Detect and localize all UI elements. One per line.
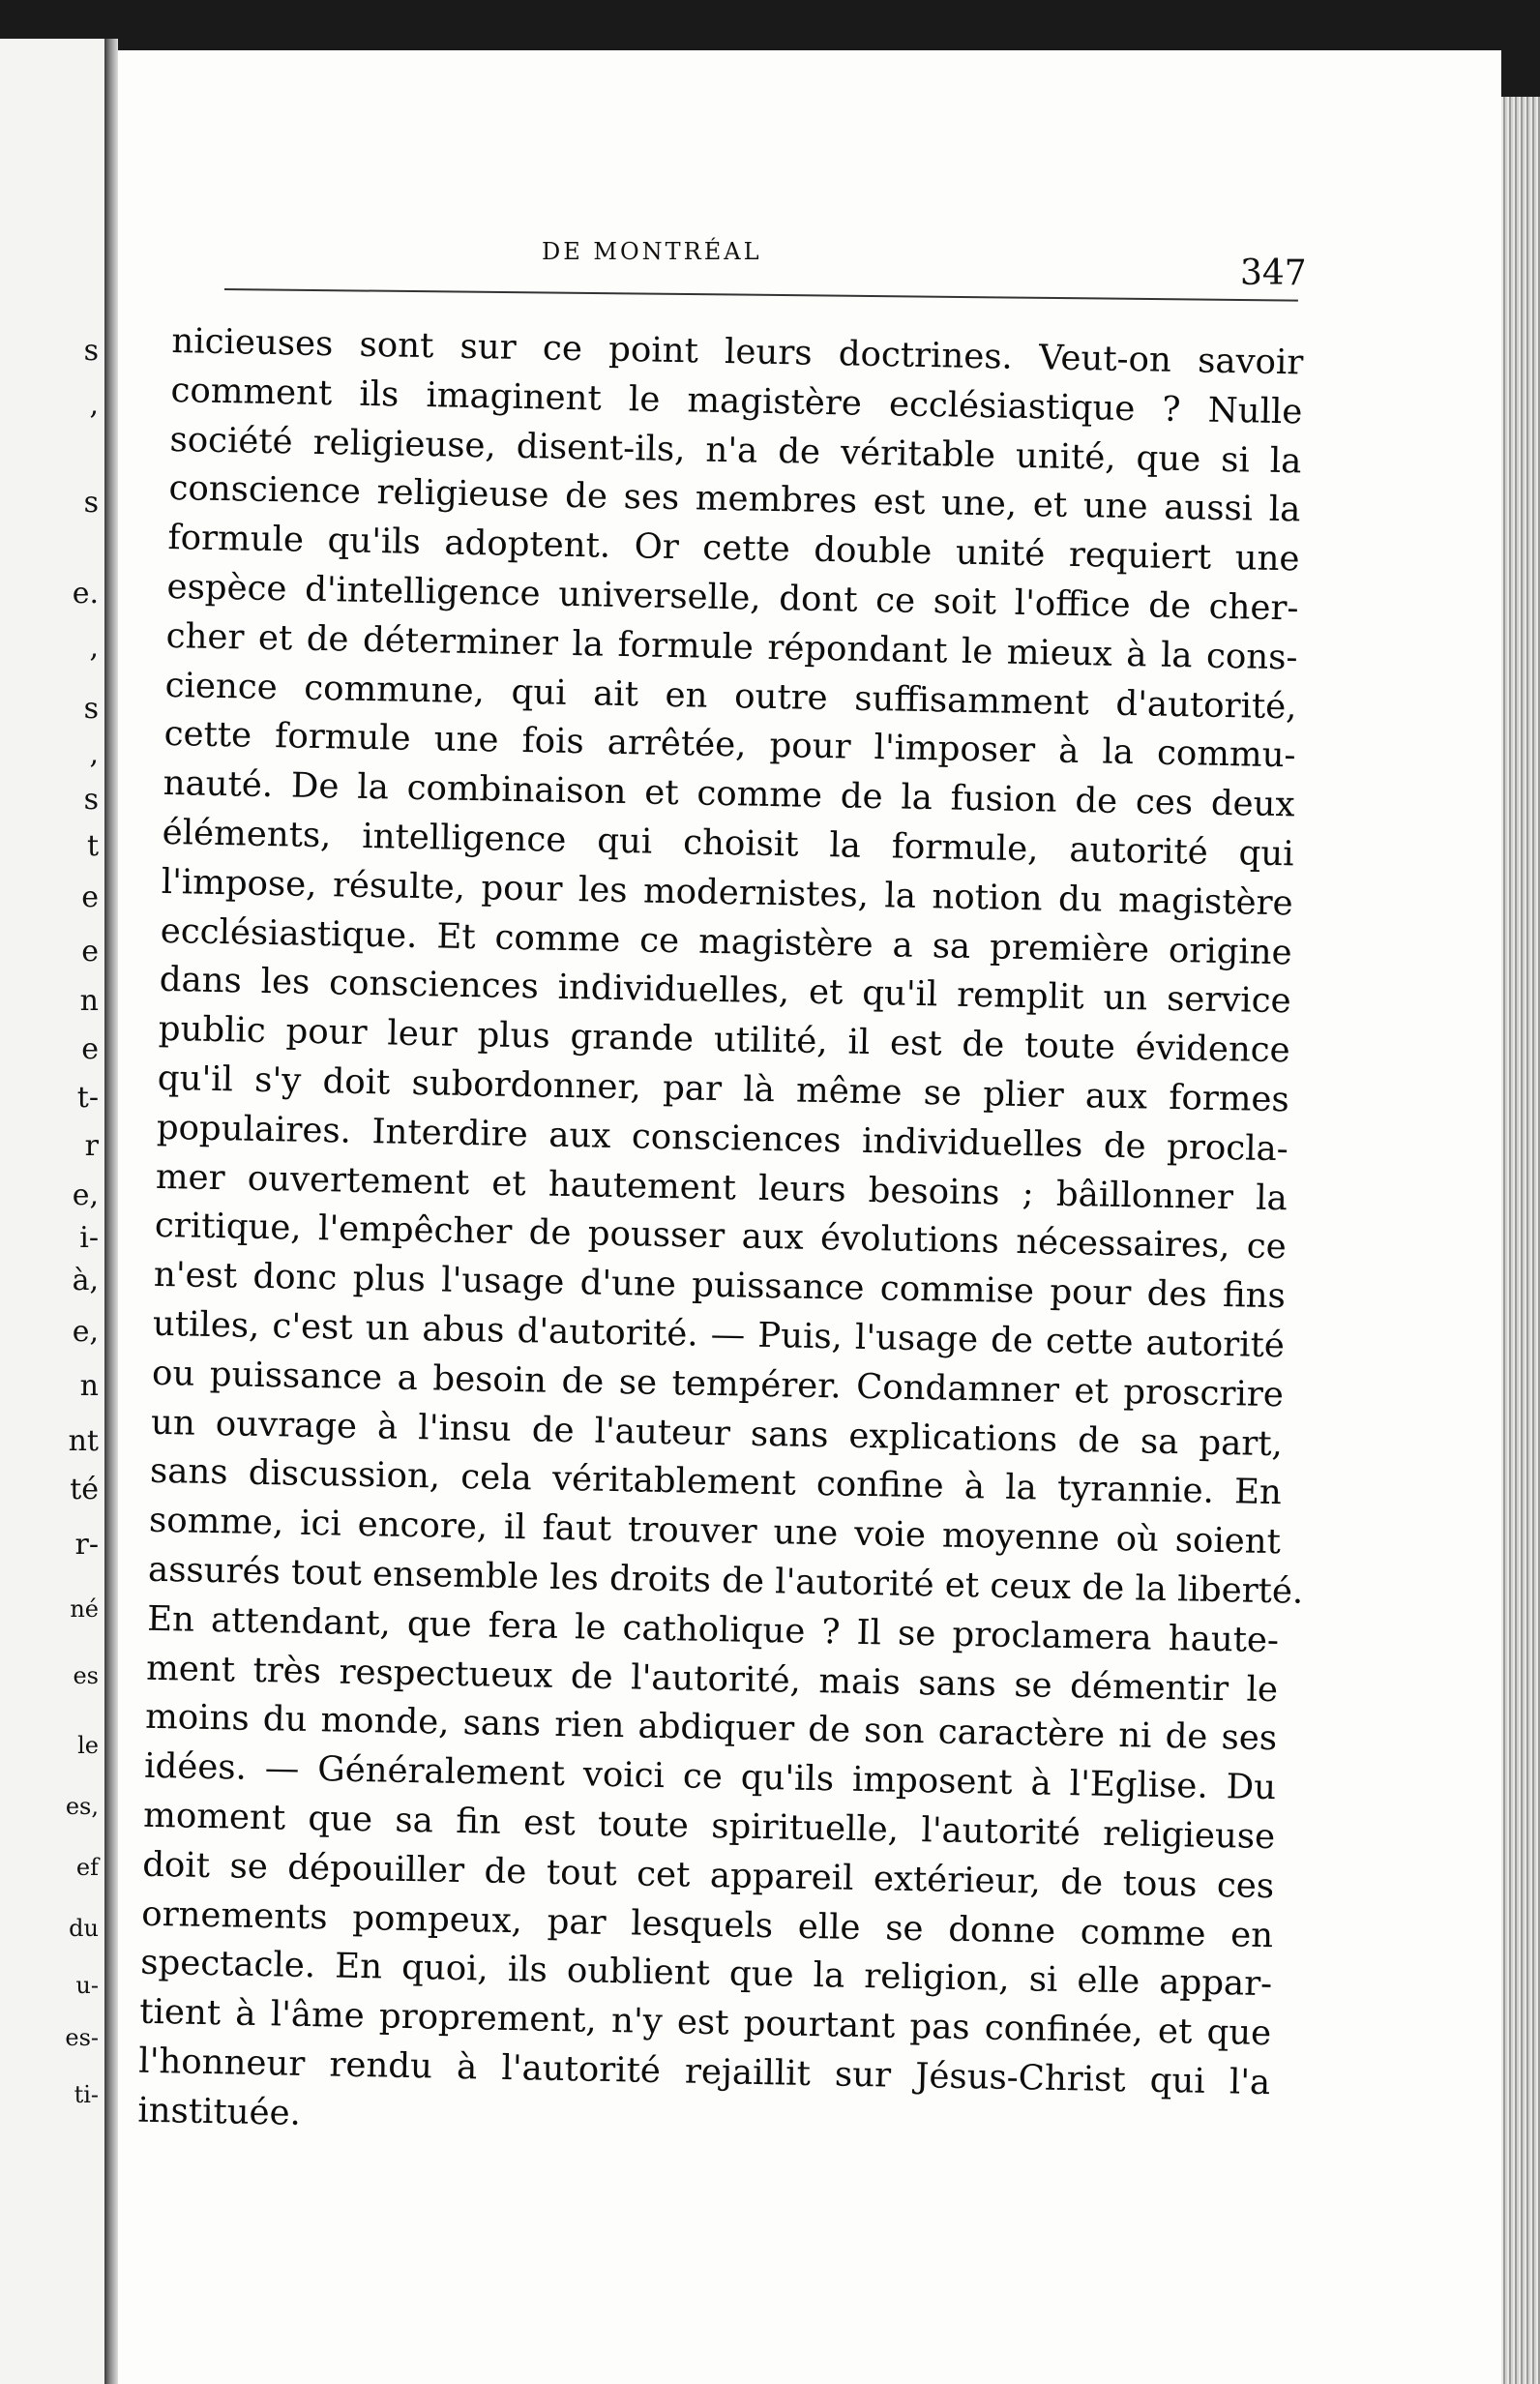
text-line: nauté. De la combinaison et comme de la fusion de ces deux [163, 763, 1295, 825]
facing-page-fragment: , [89, 737, 99, 772]
text-line: l'honneur rendu à l'autorité rejaillit sur Jésus-Christ qui l'a [138, 2041, 1271, 2103]
text-line: doit se dépouiller de tout cet appareil extérieur, de tous ces [141, 1844, 1275, 1906]
text-line: ecclésiastique. Et comme ce magistère a sa première origine [160, 910, 1293, 972]
facing-page-text-fragments [0, 39, 104, 2384]
facing-page-fragment: s [83, 485, 99, 520]
text-line: assurés tout ensemble les droits de l'autorité et ceux de la liberté. [147, 1549, 1304, 1612]
text-line: formule qu'ils adoptent. Or cette double unité requiert une [167, 518, 1300, 580]
text-line: qu'il s'y doit subordonner, par là même se plier aux formes [157, 1058, 1290, 1120]
facing-page-fragment: e. [72, 576, 99, 611]
text-line: ornements pompeux, par lesquels elle se donne comme en [140, 1893, 1274, 1955]
page-stack-edge [1501, 97, 1540, 2384]
facing-page-fragment: nt [68, 1423, 99, 1458]
running-head: DE MONTRÉAL [542, 238, 762, 265]
facing-page-fragment: s [83, 333, 99, 368]
facing-page-fragment: le [77, 1732, 99, 1760]
facing-page-fragment: n [79, 983, 99, 1018]
text-line: critique, l'empêcher de pousser aux évolutions nécessaires, ce [154, 1206, 1288, 1267]
facing-page-fragment: es [73, 1661, 99, 1689]
facing-page-fragment: es, [65, 1792, 99, 1820]
text-line: dans les consciences individuelles, et qu'il remplit un service [159, 960, 1292, 1022]
text-line: l'impose, résulte, pour les modernistes, la notion du magistère [161, 861, 1293, 924]
text-line: mer ouvertement et hautement leurs besoins ; bâillonner la [155, 1156, 1288, 1218]
facing-page-fragment: à, [72, 1263, 99, 1297]
facing-page-fragment: e [81, 1031, 99, 1066]
text-line: ment très respectueux de l'autorité, mais sans se démentir le [145, 1648, 1279, 1710]
text-line: société religieuse, disent-ils, n'a de véritable unité, que si la [169, 419, 1302, 482]
facing-page-fragment: , [89, 388, 99, 423]
facing-page-fragment: t- [76, 1081, 99, 1116]
text-line: instituée. [137, 2090, 302, 2133]
facing-page-fragment: e, [72, 1177, 99, 1212]
text-line: moins du monde, sans rien abdiquer de son caractère ni de ses [144, 1697, 1278, 1759]
text-line: éléments, intelligence qui choisit la formule, autorité qui [162, 812, 1294, 875]
facing-page-fragment: ti- [74, 2081, 99, 2109]
page-number: 347 [1240, 253, 1307, 293]
facing-page-fragment: s [83, 692, 99, 727]
text-line: n'est donc plus l'usage d'une puissance commise pour des fins [153, 1254, 1287, 1317]
facing-page-fragment: i- [79, 1220, 99, 1255]
text-line: spectacle. En quoi, ils oublient que la religion, si elle appar- [139, 1942, 1273, 2005]
text-line: un ouvrage à l'insu de l'auteur sans explications de sa part, [150, 1402, 1284, 1464]
facing-page-fragment: e [81, 935, 99, 969]
book-gutter [104, 39, 118, 2384]
text-line: cience commune, qui ait en outre suffisamment d'autorité, [164, 665, 1297, 727]
facing-page-fragment: r [84, 1129, 99, 1164]
text-line: somme, ici encore, il faut trouver une voie moyenne où soient [148, 1500, 1282, 1563]
text-line: tient à l'âme proprement, n'y est pourtant pas confinée, et que [138, 1991, 1272, 2054]
facing-page-fragment: e, [72, 1314, 99, 1349]
facing-page-fragment: s [83, 783, 99, 818]
text-line: espèce d'intelligence universelle, dont ce soit l'office de cher- [166, 566, 1299, 629]
facing-page-fragment: es- [65, 2023, 99, 2051]
facing-page-fragment: té [70, 1473, 99, 1507]
text-line: idées. — Généralement voici ce qu'ils imposent à l'Eglise. Du [143, 1745, 1277, 1808]
facing-page-fragment: né [70, 1594, 99, 1623]
facing-page-fragment: du [69, 1914, 99, 1942]
facing-page-fragment: ef [75, 1853, 99, 1881]
facing-page-fragment: t [86, 828, 99, 863]
facing-page-edge [0, 39, 110, 2384]
text-line: En attendant, que fera le catholique ? Il se proclamera haute- [146, 1598, 1280, 1660]
text-line: ou puissance a besoin de se tempérer. Condamner et proscrire [151, 1353, 1285, 1415]
text-line: comment ils imaginent le magistère ecclésiastique ? Nulle [170, 370, 1303, 432]
text-line: conscience religieuse de ses membres est une, et une aussi la [168, 468, 1301, 530]
text-line: cher et de déterminer la formule répondant le mieux à la cons- [165, 615, 1298, 678]
text-line: sans discussion, cela véritablement confine à la tyrannie. En [149, 1451, 1283, 1513]
facing-page-fragment: e [81, 879, 99, 914]
facing-page-fragment: n [79, 1369, 99, 1404]
text-line: nicieuses sont sur ce point leurs doctrines. Veut-on savoir [171, 320, 1304, 383]
text-line: utiles, c'est un abus d'autorité. — Puis, l'usage de cette autorité [152, 1303, 1286, 1366]
body-text [137, 317, 1304, 2158]
facing-page-fragment: u- [75, 1972, 99, 2000]
text-line: populaires. Interdire aux consciences individuelles de procla- [156, 1107, 1289, 1170]
text-line: cette formule une fois arrêtée, pour l'imposer à la commu- [163, 714, 1296, 776]
text-line: public pour leur plus grande utilité, il est de toute évidence [158, 1009, 1291, 1071]
facing-page-fragment: r- [74, 1527, 99, 1562]
facing-page-fragment: , [89, 631, 99, 666]
text-line: moment que sa fin est toute spirituelle, l'autorité religieuse [142, 1795, 1276, 1858]
